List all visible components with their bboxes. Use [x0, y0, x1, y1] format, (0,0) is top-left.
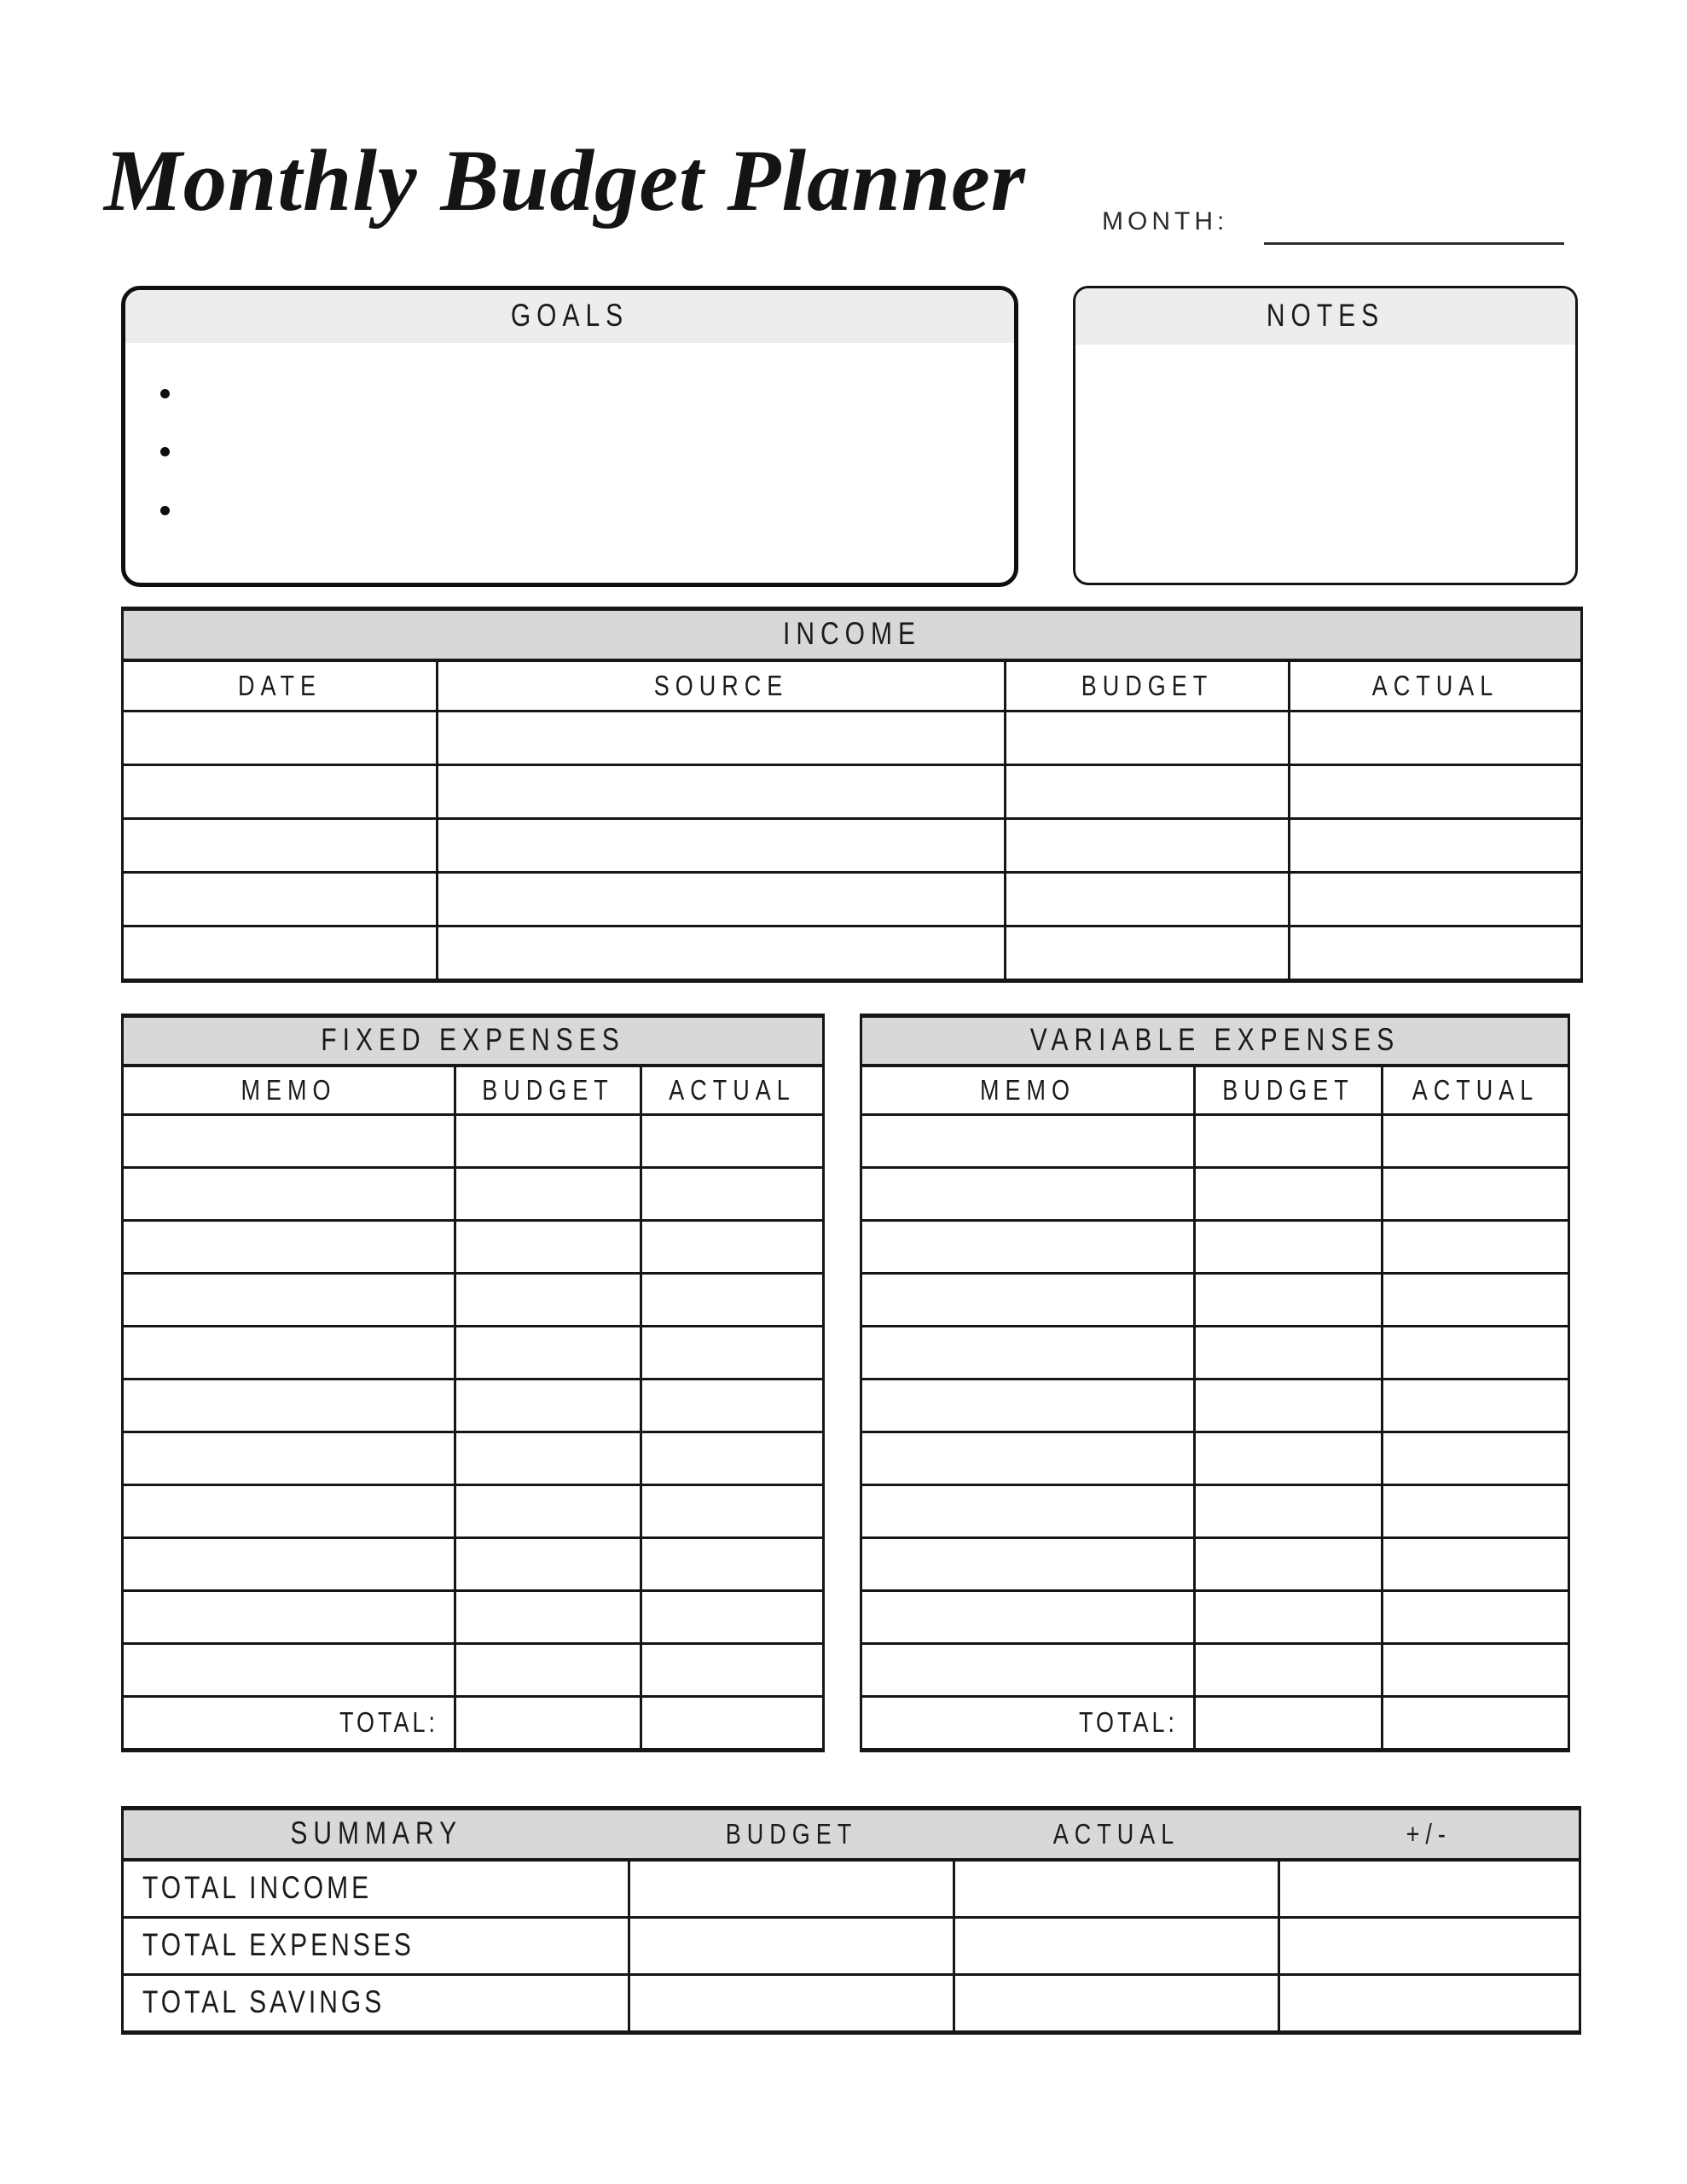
empty-cell — [641, 1274, 824, 1327]
empty-cell — [1195, 1327, 1383, 1380]
empty-cell — [1383, 1274, 1569, 1327]
empty-cell — [641, 1485, 824, 1538]
column-header-actual: ACTUAL — [1290, 660, 1582, 712]
summary-row-total-savings — [123, 1975, 1580, 2033]
empty-cell — [641, 1538, 824, 1591]
empty-cell — [1383, 1380, 1569, 1432]
fixed-expenses-total-row — [123, 1697, 824, 1751]
bullet-icon — [160, 506, 170, 515]
empty-cell — [455, 1115, 641, 1168]
expense-row — [861, 1591, 1569, 1644]
empty-cell — [123, 1115, 455, 1168]
column-header-plus-minus: +/- — [1279, 1809, 1580, 1861]
empty-cell — [1006, 819, 1290, 873]
empty-cell — [861, 1115, 1195, 1168]
goals-header — [125, 290, 1014, 343]
empty-cell — [455, 1538, 641, 1591]
empty-cell — [455, 1591, 641, 1644]
empty-cell — [1195, 1168, 1383, 1221]
empty-cell — [123, 1485, 455, 1538]
column-header-actual: ACTUAL — [1383, 1066, 1569, 1115]
empty-cell — [1383, 1432, 1569, 1485]
empty-cell — [1195, 1538, 1383, 1591]
variable-expenses-band-row — [861, 1016, 1569, 1066]
expense-row — [123, 1274, 824, 1327]
notes-body — [1075, 345, 1575, 585]
empty-cell — [861, 1485, 1195, 1538]
summary-band-row — [123, 1809, 1580, 1861]
empty-cell — [438, 765, 1006, 819]
empty-cell — [861, 1432, 1195, 1485]
variable-expenses-total-row — [861, 1697, 1569, 1751]
summary-row-total-income — [123, 1860, 1580, 1918]
empty-cell — [1279, 1975, 1580, 2033]
empty-cell — [861, 1591, 1195, 1644]
empty-cell — [1195, 1485, 1383, 1538]
empty-cell — [641, 1644, 824, 1697]
goals-title: GOALS — [510, 298, 629, 334]
bullet-icon — [160, 389, 170, 398]
column-header-date: DATE — [123, 660, 438, 712]
empty-cell — [1383, 1221, 1569, 1274]
expense-row — [861, 1327, 1569, 1380]
empty-cell — [954, 1975, 1279, 2033]
empty-cell — [123, 1644, 455, 1697]
summary-row-total-expenses — [123, 1918, 1580, 1975]
empty-cell — [1383, 1168, 1569, 1221]
empty-cell — [455, 1327, 641, 1380]
expense-row — [123, 1591, 824, 1644]
empty-cell — [1383, 1591, 1569, 1644]
variable-expenses-table — [860, 1014, 1570, 1752]
empty-cell — [629, 1918, 954, 1975]
empty-cell — [123, 1432, 455, 1485]
column-header-memo: MEMO — [123, 1066, 455, 1115]
expense-row — [861, 1644, 1569, 1697]
empty-cell — [641, 1327, 824, 1380]
income-section-header — [123, 609, 1582, 661]
expense-row — [123, 1538, 824, 1591]
empty-cell — [123, 1591, 455, 1644]
row-label: TOTAL EXPENSES — [123, 1918, 629, 1975]
row-label: TOTAL SAVINGS — [123, 1975, 629, 2033]
empty-cell — [861, 1380, 1195, 1432]
expense-row — [861, 1432, 1569, 1485]
empty-cell — [861, 1538, 1195, 1591]
empty-cell — [1290, 819, 1582, 873]
expense-row — [861, 1115, 1569, 1168]
income-band-row — [123, 609, 1582, 661]
income-row — [123, 926, 1582, 981]
fixed-expenses-title: FIXED EXPENSES — [321, 1022, 625, 1058]
empty-cell — [123, 712, 438, 765]
empty-cell — [861, 1327, 1195, 1380]
fixed-expenses-header-row — [123, 1066, 824, 1115]
expense-row — [123, 1221, 824, 1274]
empty-cell — [1006, 765, 1290, 819]
expense-row — [123, 1115, 824, 1168]
empty-cell — [455, 1644, 641, 1697]
empty-cell — [1383, 1327, 1569, 1380]
empty-cell — [954, 1860, 1279, 1918]
empty-cell — [455, 1274, 641, 1327]
income-header-row — [123, 660, 1582, 712]
total-budget-cell — [455, 1697, 641, 1751]
empty-cell — [641, 1115, 824, 1168]
total-actual-cell — [1383, 1697, 1569, 1751]
empty-cell — [438, 712, 1006, 765]
summary-table — [121, 1806, 1581, 2035]
notes-panel — [1073, 286, 1578, 585]
empty-cell — [629, 1975, 954, 2033]
expense-row — [123, 1485, 824, 1538]
empty-cell — [641, 1380, 824, 1432]
expense-row — [861, 1274, 1569, 1327]
empty-cell — [123, 1274, 455, 1327]
expense-row — [861, 1380, 1569, 1432]
empty-cell — [455, 1485, 641, 1538]
row-label: TOTAL INCOME — [123, 1860, 629, 1918]
empty-cell — [438, 819, 1006, 873]
empty-cell — [1195, 1380, 1383, 1432]
income-row — [123, 765, 1582, 819]
month-label: MONTH: — [1102, 207, 1229, 235]
empty-cell — [1279, 1918, 1580, 1975]
variable-expenses-title: VARIABLE EXPENSES — [1029, 1022, 1400, 1058]
column-header-actual: ACTUAL — [641, 1066, 824, 1115]
empty-cell — [1383, 1538, 1569, 1591]
empty-cell — [1290, 712, 1582, 765]
variable-expenses-header-row — [861, 1066, 1569, 1115]
empty-cell — [123, 1538, 455, 1591]
empty-cell — [123, 1168, 455, 1221]
empty-cell — [1383, 1115, 1569, 1168]
income-row — [123, 819, 1582, 873]
expense-row — [123, 1327, 824, 1380]
empty-cell — [438, 926, 1006, 981]
total-label-cell: TOTAL: — [861, 1697, 1195, 1751]
empty-cell — [455, 1168, 641, 1221]
empty-cell — [1006, 926, 1290, 981]
empty-cell — [1195, 1115, 1383, 1168]
empty-cell — [1290, 873, 1582, 926]
empty-cell — [861, 1274, 1195, 1327]
empty-cell — [1195, 1644, 1383, 1697]
expense-row — [123, 1380, 824, 1432]
expense-row — [861, 1538, 1569, 1591]
expense-row — [861, 1168, 1569, 1221]
empty-cell — [1195, 1591, 1383, 1644]
month-input-line — [1264, 213, 1564, 245]
page-title: Monthly Budget Planner — [104, 132, 1026, 229]
empty-cell — [455, 1380, 641, 1432]
empty-cell — [861, 1644, 1195, 1697]
summary-section-header: SUMMARY — [123, 1809, 629, 1861]
empty-cell — [455, 1221, 641, 1274]
empty-cell — [123, 873, 438, 926]
empty-cell — [123, 1221, 455, 1274]
notes-header — [1075, 288, 1575, 345]
expense-row — [123, 1168, 824, 1221]
column-header-memo: MEMO — [861, 1066, 1195, 1115]
empty-cell — [861, 1221, 1195, 1274]
income-row — [123, 873, 1582, 926]
income-table — [121, 607, 1583, 983]
empty-cell — [1006, 873, 1290, 926]
empty-cell — [438, 873, 1006, 926]
expense-row — [123, 1432, 824, 1485]
income-row — [123, 712, 1582, 765]
column-header-actual: ACTUAL — [954, 1809, 1279, 1861]
income-title: INCOME — [783, 616, 921, 652]
column-header-budget: BUDGET — [1006, 660, 1290, 712]
expense-row — [123, 1644, 824, 1697]
empty-cell — [629, 1860, 954, 1918]
empty-cell — [861, 1168, 1195, 1221]
fixed-expenses-section-header — [123, 1016, 824, 1066]
variable-expenses-section-header — [861, 1016, 1569, 1066]
empty-cell — [1290, 926, 1582, 981]
empty-cell — [455, 1432, 641, 1485]
notes-title: NOTES — [1266, 298, 1385, 334]
total-label-cell: TOTAL: — [123, 1697, 455, 1751]
empty-cell — [123, 926, 438, 981]
column-header-source: SOURCE — [438, 660, 1006, 712]
column-header-budget: BUDGET — [455, 1066, 641, 1115]
goals-panel — [121, 286, 1018, 587]
empty-cell — [123, 1380, 455, 1432]
empty-cell — [1383, 1485, 1569, 1538]
empty-cell — [123, 1327, 455, 1380]
bullet-icon — [160, 447, 170, 456]
empty-cell — [1195, 1221, 1383, 1274]
empty-cell — [123, 819, 438, 873]
fixed-expenses-table — [121, 1014, 825, 1752]
empty-cell — [641, 1591, 824, 1644]
empty-cell — [641, 1432, 824, 1485]
empty-cell — [1383, 1644, 1569, 1697]
empty-cell — [1290, 765, 1582, 819]
empty-cell — [1006, 712, 1290, 765]
column-header-budget: BUDGET — [1195, 1066, 1383, 1115]
empty-cell — [954, 1918, 1279, 1975]
empty-cell — [641, 1168, 824, 1221]
column-header-budget: BUDGET — [629, 1809, 954, 1861]
empty-cell — [1195, 1432, 1383, 1485]
total-budget-cell — [1195, 1697, 1383, 1751]
empty-cell — [1279, 1860, 1580, 1918]
expense-row — [861, 1221, 1569, 1274]
fixed-expenses-band-row — [123, 1016, 824, 1066]
empty-cell — [641, 1221, 824, 1274]
expense-row — [861, 1485, 1569, 1538]
total-actual-cell — [641, 1697, 824, 1751]
empty-cell — [123, 765, 438, 819]
goals-body — [125, 343, 1014, 583]
empty-cell — [1195, 1274, 1383, 1327]
